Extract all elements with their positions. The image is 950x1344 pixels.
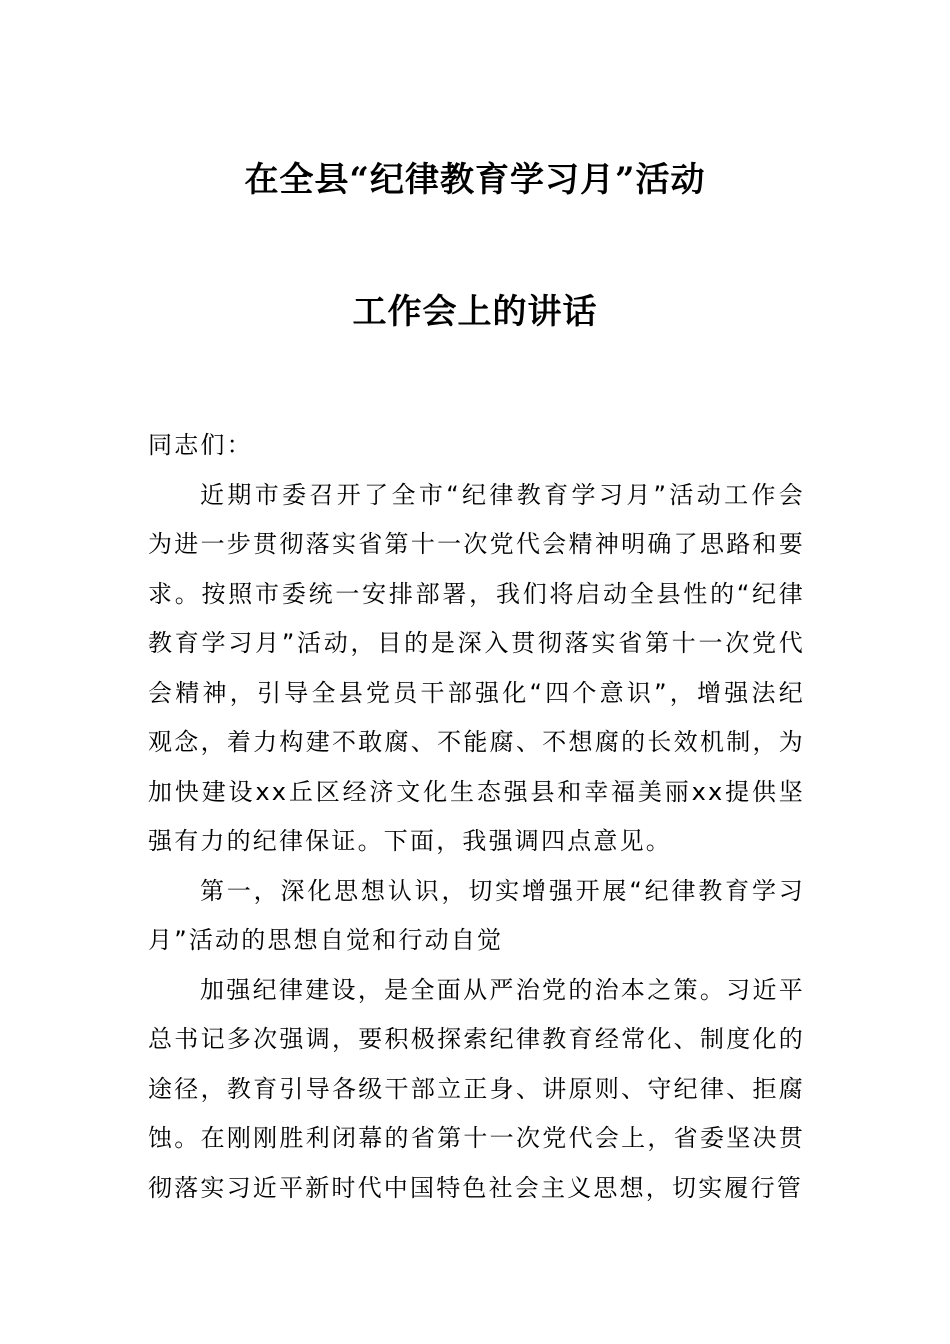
document-body: [148, 421, 805, 1213]
document-title-line-2: 工作会上的讲话: [352, 292, 598, 332]
document-title-line-1: 在全县“纪律教育学习月”活动: [244, 160, 706, 200]
paragraph-discipline: 加强纪律建设，是全面从严治党的治本之策。习近平总书记多次强调，要积极探索纪律教育经常化、制度化的途径，教育引导各级干部立正身、讲原则、守纪律、拒腐蚀。在刚刚胜利闭幕的省第十一次党代会上，省委坚决贯彻落实习近平新时代中国特色社会主义思想，切实履行管: [148, 975, 805, 1202]
paragraph-intro: 近期市委召开了全市“纪律教育学习月”活动工作会为进一步贯彻落实省第十一次党代会精神明确了思路和要求。按照市委统一安排部署，我们将启动全县性的“纪律教育学习月”活动，目的是深入贯彻落实省第十一次党代会精神，引导全县党员干部强化“四个意识”，增强法纪观念，着力构建不敢腐、不能腐、不想腐的长效机制，为加快建设xx丘区经济文化生态强县和幸福美丽xx提供坚强有力的纪律保证。下面，我强调四点意见。: [148, 480, 805, 855]
paragraph-heading-first: 第一，深化思想认识，切实增强开展“纪律教育学习月”活动的思想自觉和行动自觉: [148, 876, 805, 954]
salutation: 同志们：: [148, 431, 253, 459]
